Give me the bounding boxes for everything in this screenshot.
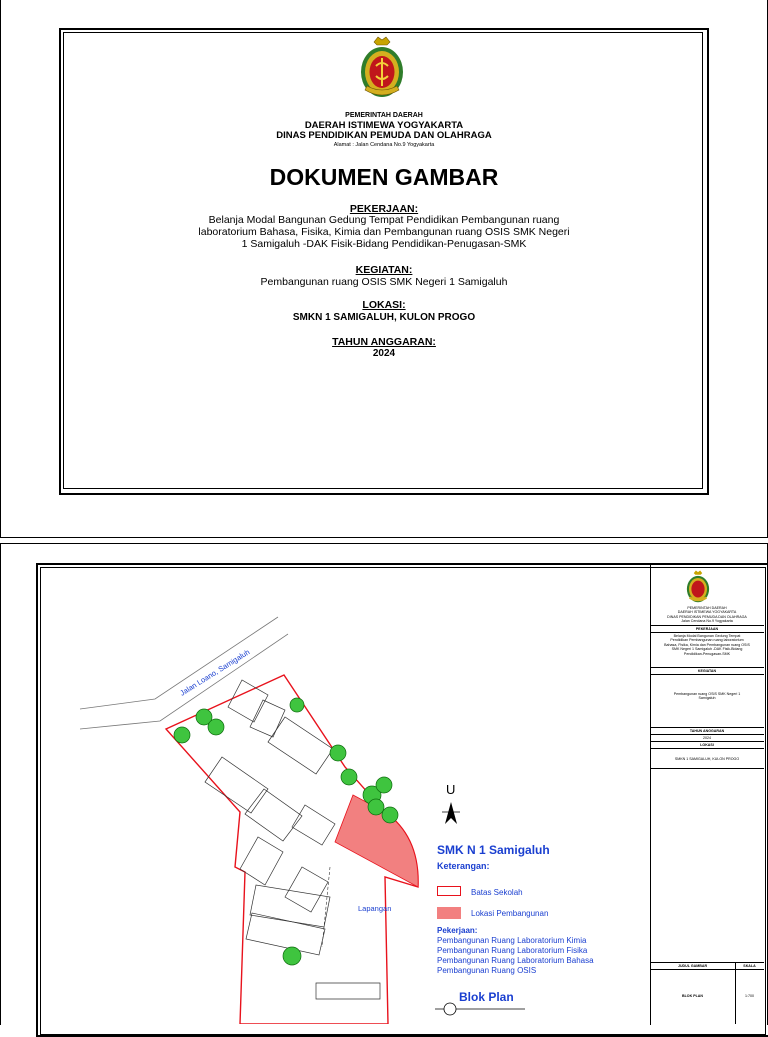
legend-title: Keterangan: [437, 861, 490, 871]
tb-pekerjaan-line: Bahasa, Fisika, Kimia dan Pembangunan ruang OSIS [664, 642, 750, 647]
tb-divider [650, 667, 764, 668]
tb-divider [650, 741, 764, 742]
tb-divider [650, 727, 764, 728]
tb-pekerjaan-line: Pendidikan-Penugasan-SMK [683, 651, 731, 656]
tree-icon [368, 799, 384, 815]
legend-swatch-construction [437, 907, 461, 919]
legend-swatch-boundary [437, 886, 461, 896]
tb-judul-heading: JUDUL GAMBAR [677, 964, 708, 968]
tb-government [650, 606, 764, 624]
pekerjaan-item: Pembangunan Ruang OSIS [437, 966, 537, 975]
tb-lokasi-heading: LOKASI [700, 743, 714, 747]
school-name: SMK N 1 Samigaluh [437, 843, 550, 857]
tree-icon [174, 727, 190, 743]
road-label: Jalan Loano, Samigaluh [178, 647, 252, 698]
tree-icon [330, 745, 346, 761]
tree-icon [341, 769, 357, 785]
tb-skala: 1:700 [745, 994, 754, 998]
tb-divider [650, 734, 764, 735]
lokasi-heading: LOKASI: [362, 299, 406, 311]
north-arrow-icon [445, 802, 457, 824]
tb-pekerjaan-line: SMK Negeri 1 Samigaluh -DAK Fisik-Bidang [671, 647, 743, 652]
pekerjaan-line: Belanja Modal Bangunan Gedung Tempat Pendidikan Pembangunan ruang [208, 214, 560, 226]
kegiatan-text: Pembangunan ruang OSIS SMK Negeri 1 Samigaluh [260, 276, 508, 288]
pekerjaan-line: 1 Samigaluh -DAK Fisik-Bidang Pendidikan-Penugasan-SMK [241, 238, 527, 250]
document-title: DOKUMEN GAMBAR [269, 164, 499, 190]
road-edge [80, 634, 288, 729]
tahun-heading: TAHUN ANGGARAN: [332, 336, 436, 348]
tb-pekerjaan-line: Pendidikan Pembangunan ruang laboratorium [670, 638, 744, 643]
tree-icon [208, 719, 224, 735]
tb-kegiatan-line: Pembangunan ruang OSIS SMK Negeri 1 [673, 692, 741, 696]
tb-kegiatan-heading: KEGIATAN [697, 669, 717, 673]
tb-tahun: 2024 [703, 736, 711, 740]
tb-tahun-heading: TAHUN ANGGARAN [689, 729, 725, 733]
tree-icon [382, 807, 398, 823]
tb-gov-line: DINAS PENDIDIKAN PEMUDA DAN OLAHRAGA [667, 614, 747, 619]
tb-pekerjaan-line: Belanja Modal Bangunan Gedung Tempat [673, 634, 741, 638]
tb-divider [650, 632, 764, 633]
pekerjaan-item: Pembangunan Ruang Laboratorium Bahasa [437, 956, 594, 965]
lokasi-text: SMKN 1 SAMIGALUH, KULON PROGO [292, 312, 476, 323]
tb-gov-line: Jalan Cendana No.9 Yogyakarta [681, 619, 733, 624]
region-label: DAERAH ISTIMEWA YOGYAKARTA [304, 120, 464, 131]
kegiatan-heading: KEGIATAN: [355, 264, 413, 276]
tb-divider [650, 768, 764, 769]
government-label: PEMERINTAH DAERAH [345, 112, 423, 119]
tb-kegiatan-line: Samigaluh [698, 696, 716, 701]
tree-icon [376, 777, 392, 793]
diy-emblem-icon [354, 36, 410, 104]
legend-item-construction: Lokasi Pembangunan [471, 909, 549, 918]
pekerjaan-heading: PEKERJAAN: [349, 203, 419, 215]
road-edge [80, 617, 278, 709]
pekerjaan-item: Pembangunan Ruang Laboratorium Fisika [437, 946, 588, 955]
tb-column-divider [735, 962, 736, 1024]
legend-item-boundary: Batas Sekolah [471, 888, 523, 897]
tree-icon [290, 698, 304, 712]
tb-divider [650, 962, 764, 963]
address-label: Alamat : Jalan Cendana No.9 Yogyakarta [333, 142, 435, 148]
pekerjaan-text [0, 214, 768, 250]
tb-skala-heading: SKALA [743, 964, 756, 968]
tb-pekerjaan-text [650, 634, 764, 656]
tb-divider [650, 674, 764, 675]
tb-divider [650, 625, 764, 626]
drawing-title: Blok Plan [459, 990, 514, 1004]
tree-icon [283, 947, 301, 965]
tb-judul: BLOK PLAN [682, 994, 703, 998]
tb-kegiatan-text [650, 692, 764, 701]
section-marker-icon [444, 1003, 456, 1015]
pekerjaan-line: laboratorium Bahasa, Fisika, Kimia dan Pembangunan ruang OSIS SMK Negeri [198, 226, 570, 238]
pekerjaan-list [437, 936, 594, 976]
tahun-text: 2024 [372, 348, 396, 359]
pekerjaan-list-title: Pekerjaan: [437, 926, 478, 935]
north-label: U [446, 782, 456, 797]
diy-emblem-small-icon [683, 570, 713, 606]
field-label: Lapangan [358, 904, 392, 913]
agency-label: DINAS PENDIDIKAN PEMUDA DAN OLAHRAGA [276, 130, 492, 141]
tb-gov-line: DAERAH ISTIMEWA YOGYAKARTA [677, 610, 737, 615]
tb-lokasi: SMKN 1 SAMIGALUH, KULON PROGO [674, 757, 740, 761]
pekerjaan-item: Pembangunan Ruang Laboratorium Kimia [437, 936, 587, 945]
tb-gov-line: PEMERINTAH DAERAH [687, 606, 727, 610]
tb-divider [650, 748, 764, 749]
tb-pekerjaan-heading: PEKERJAAN [695, 627, 719, 631]
tb-divider [650, 969, 764, 970]
